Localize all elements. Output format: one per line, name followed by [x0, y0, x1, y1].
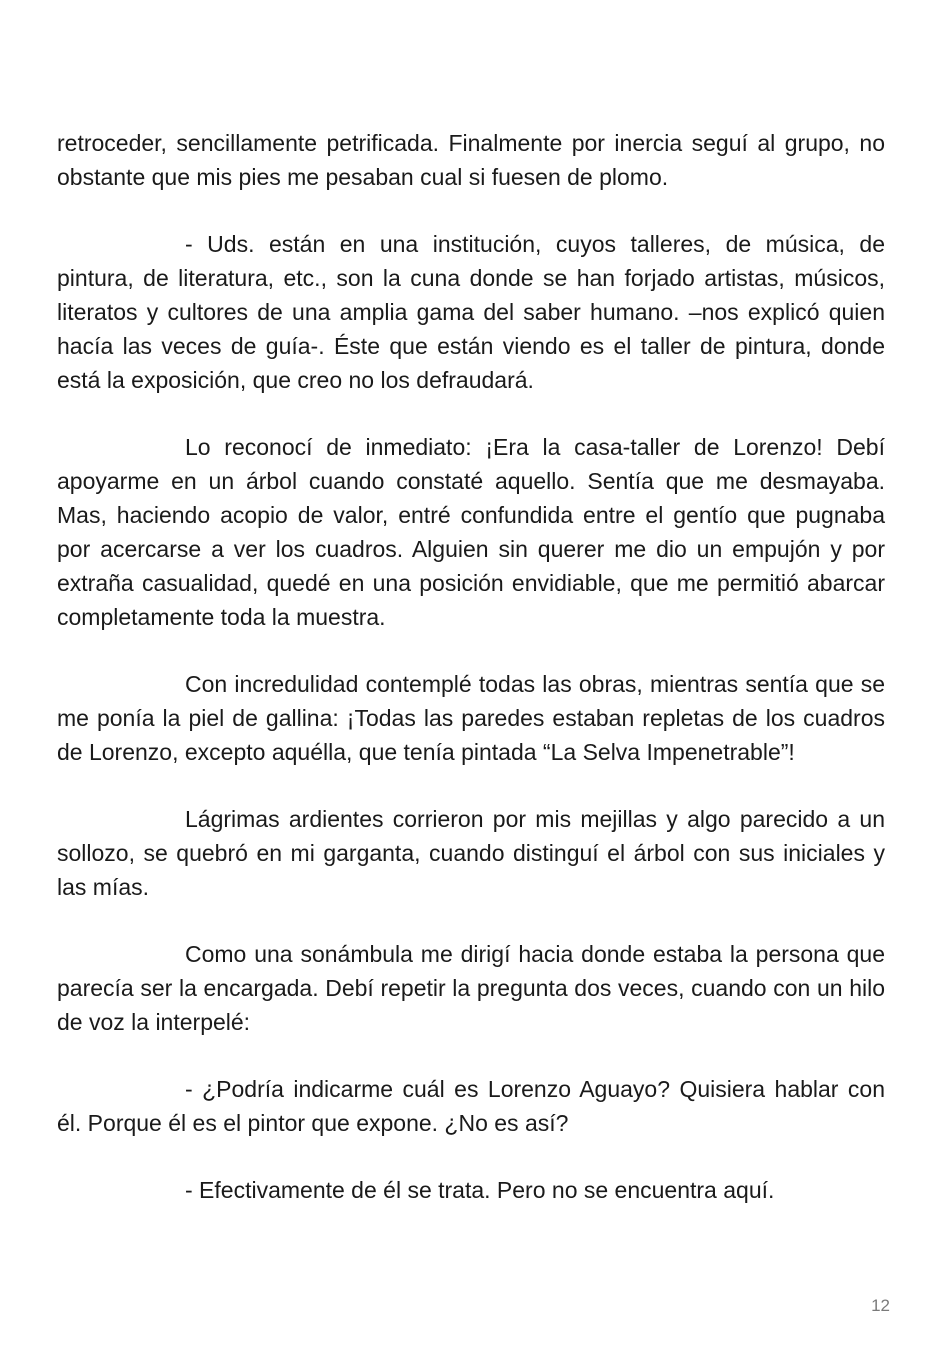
paragraph-6: Como una sonámbula me dirigí hacia donde estaba la persona que parecía ser la encargada. Debí repetir la pregunta dos veces, cuando con un hilo de voz la interpelé:: [57, 941, 885, 1035]
paragraph-4: Con incredulidad contemplé todas las obras, mientras sentía que se me ponía la piel de gallina: ¡Todas las paredes estaban repletas de los cuadros de Lorenzo, excepto aquélla, que tenía pintada “La Selva Impenetrable”!: [57, 671, 885, 765]
paragraph-2: - Uds. están en una institución, cuyos talleres, de música, de pintura, de literatura, etc., son la cuna donde se han forjado artistas, músicos, literatos y cultores de una amplia gama del saber humano. –nos explicó quien hacía las veces de guía-. Éste que están viendo es el taller de pintura, donde está la exposición, que creo no los defraudará.: [57, 231, 885, 393]
paragraph-8: - Efectivamente de él se trata. Pero no se encuentra aquí.: [185, 1177, 775, 1203]
paragraph-1: retroceder, sencillamente petrificada. Finalmente por inercia seguí al grupo, no obstante que mis pies me pesaban cual si fuesen de plomo.: [57, 130, 885, 190]
document-body: [57, 126, 885, 1207]
paragraph-7: - ¿Podría indicarme cuál es Lorenzo Aguayo? Quisiera hablar con él. Porque él es el pintor que expone. ¿No es así?: [57, 1076, 885, 1136]
paragraph-5: Lágrimas ardientes corrieron por mis mejillas y algo parecido a un sollozo, se quebró en mi garganta, cuando distinguí el árbol con sus iniciales y las mías.: [57, 806, 885, 900]
paragraph-3: Lo reconocí de inmediato: ¡Era la casa-taller de Lorenzo! Debí apoyarme en un árbol cuando constaté aquello. Sentía que me desmayaba. Mas, haciendo acopio de valor, entré confundida entre el gentío que pugnaba por acercarse a ver los cuadros. Alguien sin querer me dio un empujón y por extraña casualidad, quedé en una posición envidiable, que me permitió abarcar completamente toda la muestra.: [57, 434, 885, 630]
page-number: 12: [871, 1296, 890, 1315]
